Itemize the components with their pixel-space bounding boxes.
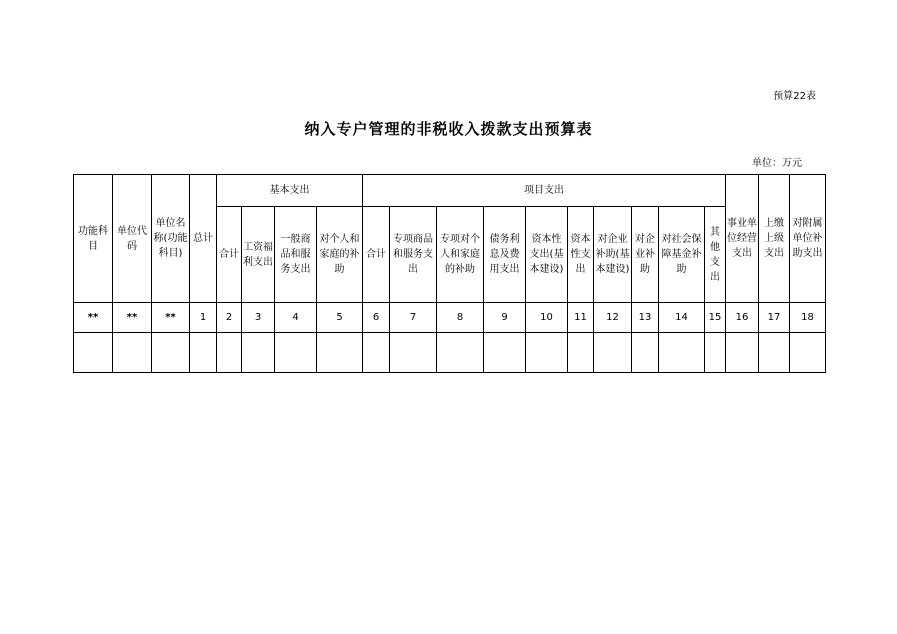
data-cell: [317, 333, 363, 373]
data-cell: [632, 333, 659, 373]
index-cell: 12: [594, 303, 632, 333]
header-func-subject: 功能科目: [74, 175, 113, 303]
data-cell: [152, 333, 190, 373]
data-cell: [363, 333, 390, 373]
header-project-expenditure: 项目支出: [363, 175, 726, 207]
data-cell: [217, 333, 242, 373]
header-upper-payment: 上缴上级支出: [759, 175, 790, 303]
header-project-col: 资本性支出(基本建设): [526, 207, 568, 303]
header-basic-col: 一般商品和服务支出: [275, 207, 317, 303]
data-cell: [390, 333, 437, 373]
data-cell: [242, 333, 275, 373]
data-cell: [568, 333, 594, 373]
header-basic-expenditure: 基本支出: [217, 175, 363, 207]
index-cell: **: [152, 303, 190, 333]
index-cell: 2: [217, 303, 242, 333]
data-cell: [526, 333, 568, 373]
header-business-expenditure: 事业单位经营支出: [726, 175, 759, 303]
data-cell: [484, 333, 526, 373]
index-cell: 8: [437, 303, 484, 333]
index-cell: 9: [484, 303, 526, 333]
data-cell: [659, 333, 705, 373]
header-unit-code: 单位代码: [113, 175, 152, 303]
header-unit-name: 单位名称(功能科目): [152, 175, 190, 303]
data-cell: [190, 333, 217, 373]
index-cell: 4: [275, 303, 317, 333]
data-cell: [790, 333, 826, 373]
data-cell: [113, 333, 152, 373]
header-basic-col: 对个人和家庭的补助: [317, 207, 363, 303]
index-cell: 11: [568, 303, 594, 333]
header-project-col: 对企业补助: [632, 207, 659, 303]
header-project-col: 专项对个人和家庭的补助: [437, 207, 484, 303]
index-cell: 13: [632, 303, 659, 333]
data-cell: [74, 333, 113, 373]
data-cell: [275, 333, 317, 373]
header-project-col: 其他支出: [705, 207, 726, 303]
header-basic-col: 工资福利支出: [242, 207, 275, 303]
header-project-col: 对社会保障基金补助: [659, 207, 705, 303]
budget-table: [73, 174, 826, 373]
index-cell: 18: [790, 303, 826, 333]
header-total: 总计: [190, 175, 217, 303]
index-cell: 15: [705, 303, 726, 333]
index-cell: 7: [390, 303, 437, 333]
index-cell: 3: [242, 303, 275, 333]
data-cell: [594, 333, 632, 373]
page-title: 纳入专户管理的非税收入拨款支出预算表: [304, 120, 593, 138]
index-cell: 10: [526, 303, 568, 333]
data-cell: [759, 333, 790, 373]
index-cell: 1: [190, 303, 217, 333]
index-cell: 5: [317, 303, 363, 333]
data-cell: [726, 333, 759, 373]
index-cell: 16: [726, 303, 759, 333]
index-cell: 6: [363, 303, 390, 333]
data-cell: [705, 333, 726, 373]
index-cell: 17: [759, 303, 790, 333]
index-cell: **: [74, 303, 113, 333]
table-row: [74, 333, 826, 373]
header-project-col: 合计: [363, 207, 390, 303]
data-cell: [437, 333, 484, 373]
index-cell: **: [113, 303, 152, 333]
index-cell: 14: [659, 303, 705, 333]
header-project-col: 专项商品和服务支出: [390, 207, 437, 303]
header-affiliate-subsidy: 对附属单位补助支出: [790, 175, 826, 303]
unit-label: 单位：万元: [752, 158, 802, 169]
header-project-col: 债务利息及费用支出: [484, 207, 526, 303]
header-project-col: 对企业补助(基本建设): [594, 207, 632, 303]
form-number: 预算22表: [773, 91, 816, 102]
header-basic-col: 合计: [217, 207, 242, 303]
header-project-col: 资本性支出: [568, 207, 594, 303]
